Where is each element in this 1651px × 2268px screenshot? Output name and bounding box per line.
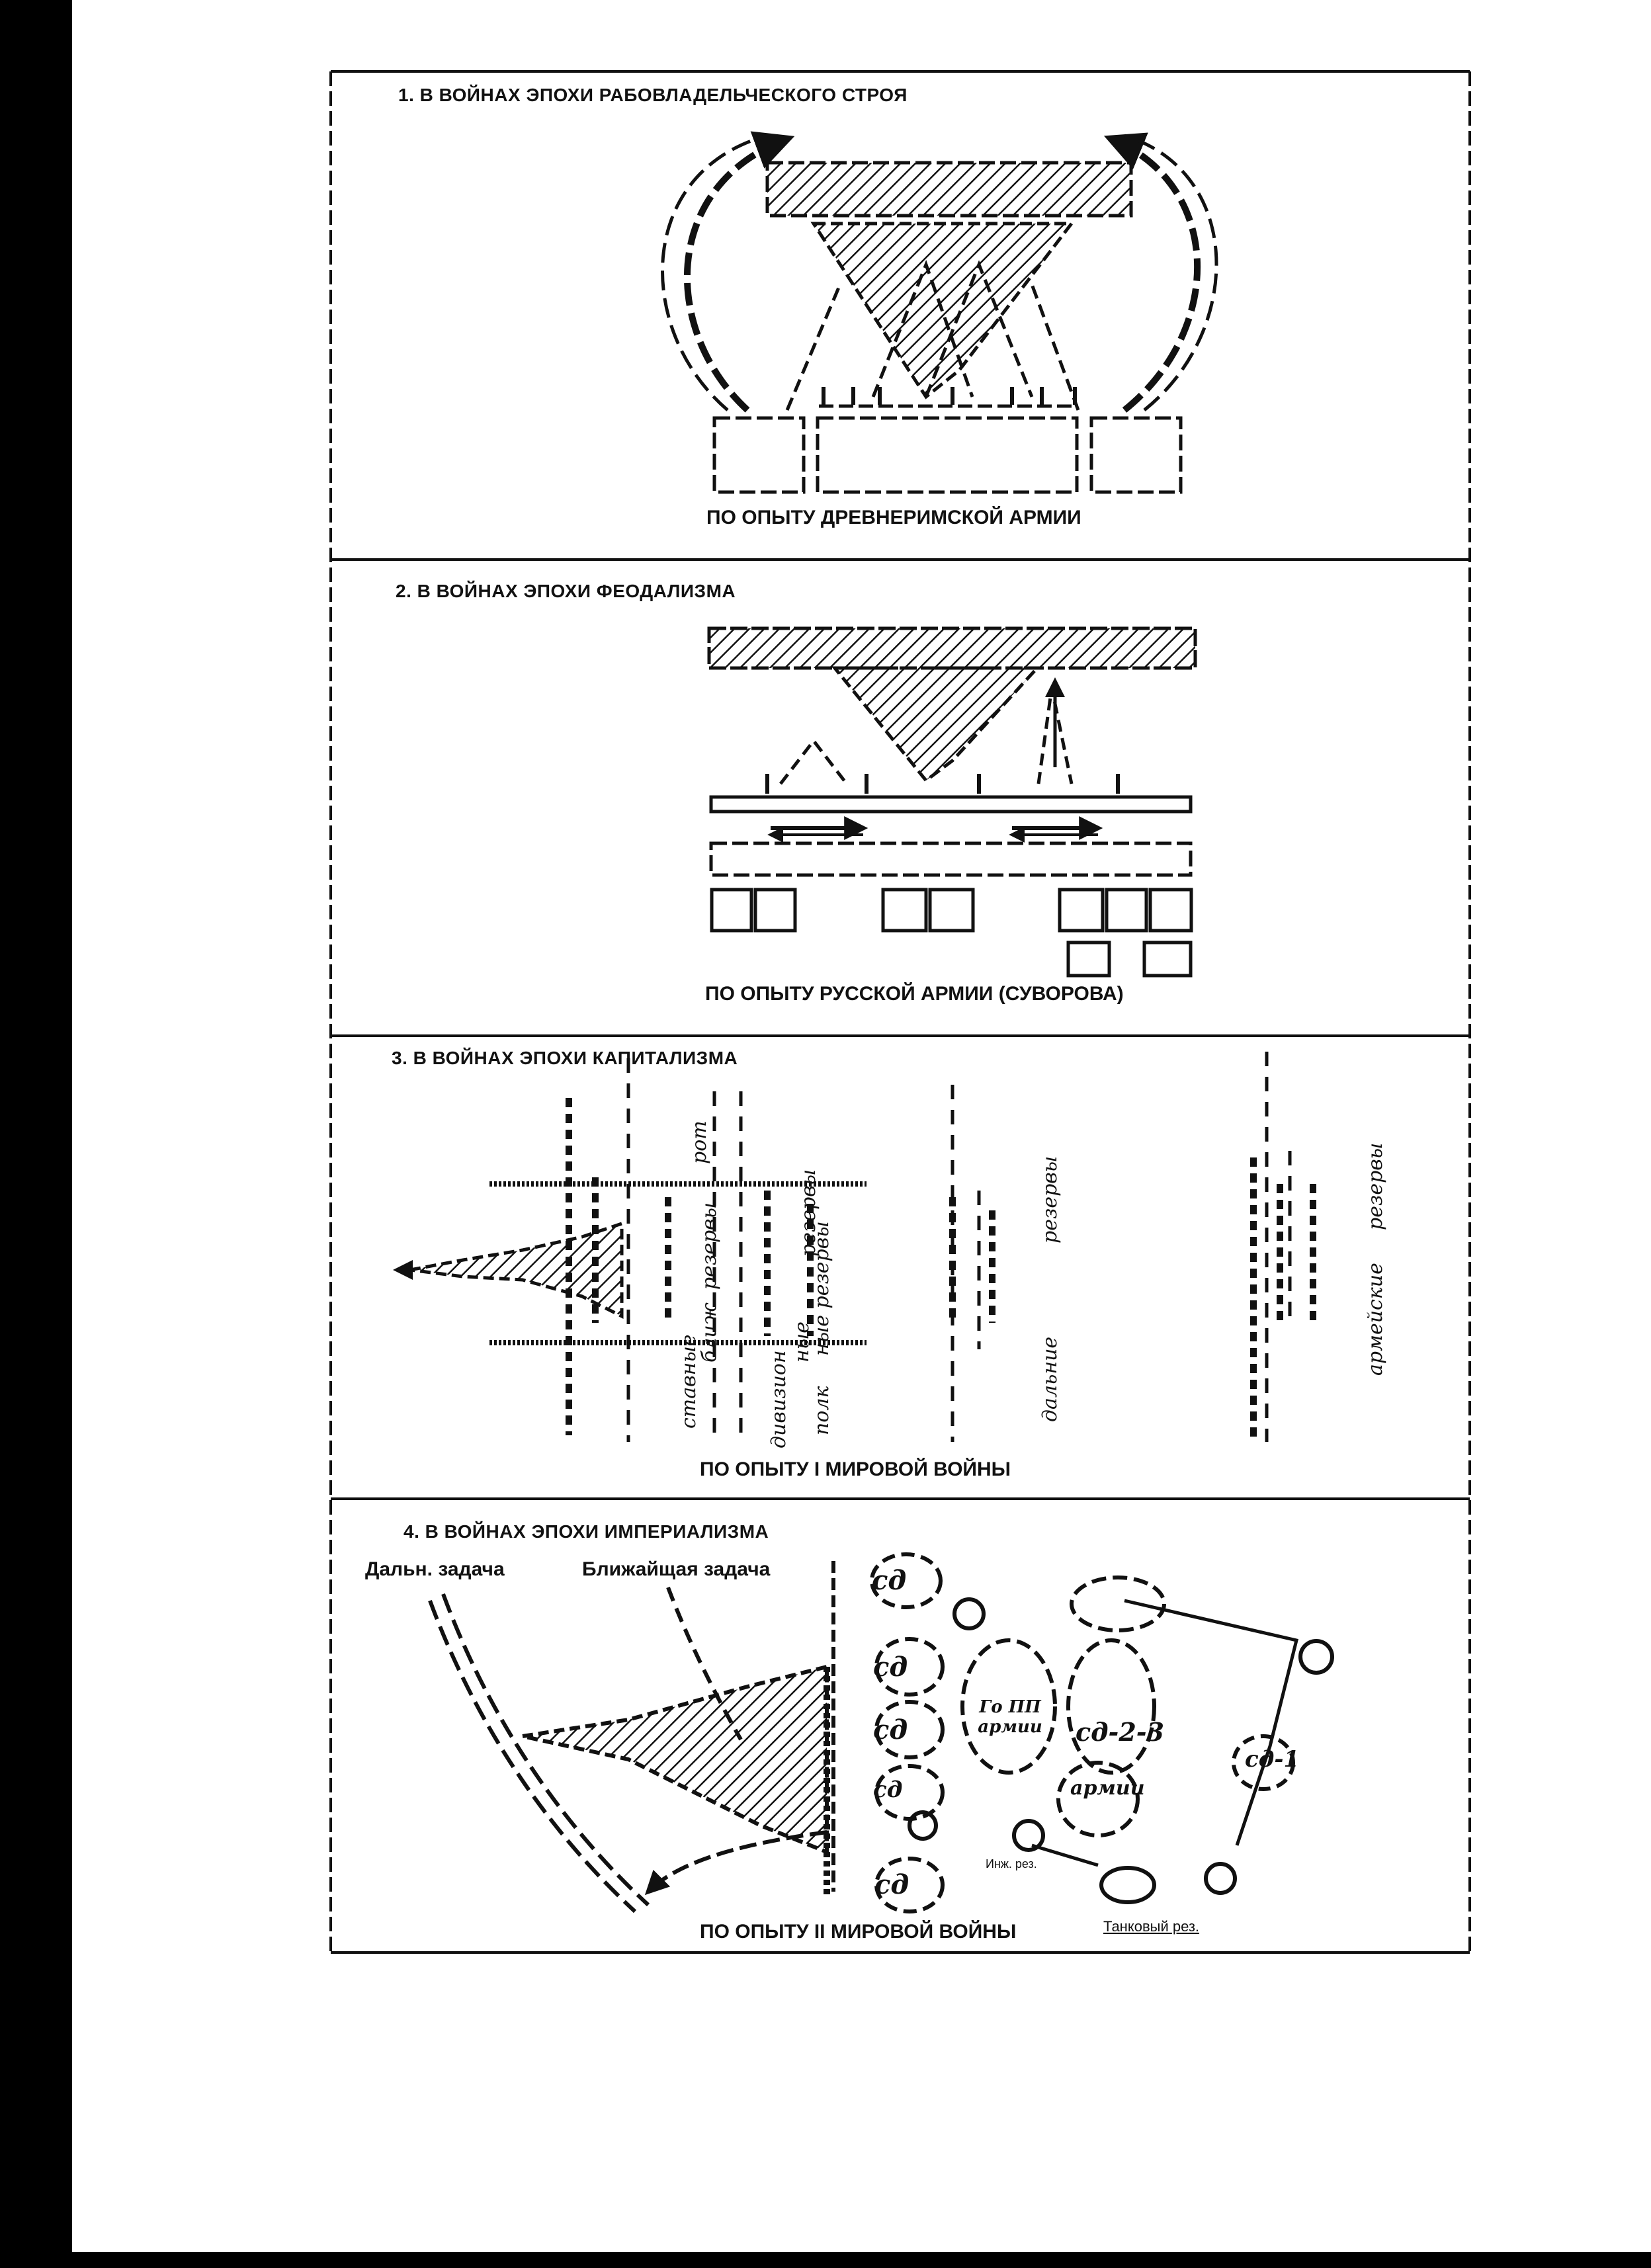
unit-sd-5: сд: [874, 1869, 910, 1900]
panel-1-caption: ПО ОПЫТУ ДРЕВНЕРИМСКОЙ АРМИИ: [706, 507, 1081, 528]
panel-2-caption: ПО ОПЫТУ РУССКОЙ АРМИИ (СУВОРОВА): [705, 983, 1124, 1005]
panel-4-caption: ПО ОПЫТУ II МИРОВОЙ ВОЙНЫ: [700, 1921, 1017, 1943]
unit-army-art-group: Го ПП армии: [978, 1697, 1042, 1737]
panel3-label-blizh-rezervy: ближ. резервы: [698, 1202, 721, 1363]
unit-sd-2: сд: [873, 1652, 908, 1683]
panel3-label-rezervy-2: резервы: [1038, 1155, 1062, 1243]
panel-3-caption: ПО ОПЫТУ I МИРОВОЙ ВОЙНЫ: [700, 1458, 1011, 1480]
panel3-label-rot: рот: [688, 1120, 711, 1164]
panel3-label-dalnie: дальние: [1038, 1336, 1062, 1422]
engineer-reserve-label: Инж. рез.: [986, 1857, 1037, 1870]
unit-army: армии: [1070, 1777, 1145, 1800]
tank-reserve-label: Танковый рез.: [1103, 1918, 1200, 1935]
panel3-label-armeiskie: армейские: [1364, 1263, 1387, 1376]
panel-3-title: 3. В ВОЙНАХ ЭПОХИ КАПИТАЛИЗМА: [392, 1048, 738, 1068]
panel-3-diagram: [397, 1052, 1290, 1442]
unit-sd-1: сд: [872, 1565, 907, 1596]
panel3-label-rezervy-1: резервы: [797, 1169, 820, 1257]
panel3-label-rezervy-3: резервы: [1364, 1142, 1387, 1230]
unit-sd-3: сд: [873, 1714, 908, 1745]
near-task-label: Ближайщая задача: [582, 1558, 771, 1580]
unit-sd-2-3: сд-2-3: [1076, 1717, 1164, 1747]
unit-sd-reserve: сд-1: [1245, 1746, 1300, 1773]
panel3-label-nye-rezervy: ные резервы: [810, 1221, 833, 1356]
panel3-label-divizion: дивизион: [767, 1350, 790, 1449]
panel-2-diagram: [709, 628, 1195, 976]
far-task-label: Дальн. задача: [365, 1558, 505, 1580]
panel-2-troop-markers: [767, 774, 1118, 794]
panel-2-title: 2. В ВОЙНАХ ЭПОХИ ФЕОДАЛИЗМА: [396, 581, 736, 601]
panel-1-troop-markers: [824, 387, 1075, 405]
panel-1-diagram: [663, 136, 1217, 492]
unit-sd-4: сд: [873, 1777, 903, 1803]
panel3-label-stavnye: ставные: [677, 1334, 700, 1429]
panel-1-title: 1. В ВОЙНАХ ЭПОХИ РАБОВЛАДЕЛЬЧЕСКОГО СТРОЯ: [398, 85, 908, 105]
panel3-label-polk: полк: [810, 1386, 833, 1435]
panel3-label-nye: ные: [790, 1322, 814, 1363]
panel-4-title: 4. В ВОЙНАХ ЭПОХИ ИМПЕРИАЛИЗМА: [403, 1521, 769, 1542]
